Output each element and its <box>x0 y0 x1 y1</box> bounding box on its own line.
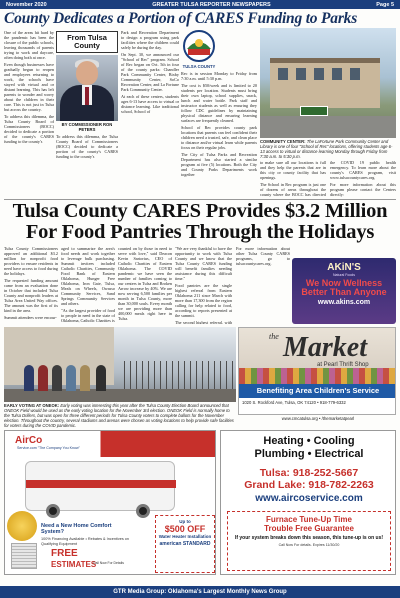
paragraph: Summit attendees were encour- <box>4 315 57 320</box>
paragraph: Rec is in session Monday to Friday from 7:30 a.m. until 5:30 p.m. <box>181 71 257 81</box>
article-food-col2 <box>61 246 115 324</box>
airco-financing: 100% Financing Available • Rebates & Incentives on Qualifying Equipment <box>41 537 130 546</box>
article-food-col3 <box>118 246 172 324</box>
paragraph: The requested funding amount came from an evaluation done in October that included Tulsa County and nonprofit leaders at Tulsa Area United Way offices. The amount was the first of its kind in the area. <box>4 278 58 313</box>
airco-estimates: ESTIMATES <box>51 560 97 569</box>
airco-website-link[interactable]: www.aircoservice.com <box>255 493 363 504</box>
paragraph: At each of these centers, students ages 6-13 have access to virtual or distance learning. Like traditional school, School of <box>121 94 179 114</box>
page-header <box>0 0 400 9</box>
early-voting-photo <box>4 327 236 402</box>
article-parks-col2 <box>121 30 179 195</box>
akins-ad[interactable] <box>292 258 396 324</box>
paragraph: The second highest referral, with <box>175 320 232 324</box>
akins-logo: AKiN'S <box>327 262 361 273</box>
heating-cooling-ad[interactable] <box>220 430 396 575</box>
akins-slogan-1: We Now Wellness <box>305 278 383 288</box>
paragraph: Food pantries are the single highest referral from Eastern Oklahoma 211 since March with more than 17,300 from the region calling for help related to food, according to reports presented at the summit. <box>175 283 232 318</box>
paragraph: aged to summarize the area's food needs and work together to leverage bulk purchasing. Summit invitees included Catholic Charities, Community Food Bank of Eastern Oklahoma, Hunger Free Oklahoma, Iron Gate, Tulsa, Meals on Wheels, Owasso Community Services, Sand Springs Community Services and others. <box>61 246 115 306</box>
article-parks-col3 <box>181 71 257 196</box>
coupon-description: Water Heater Installation <box>158 534 212 539</box>
tune-up-guarantee: Trouble Free Guarantee <box>264 524 354 533</box>
early-voting-caption <box>4 403 236 428</box>
paragraph: To address this dilemma, the Tulsa County Board of Commissioners (BOCC) decided to dedicate a portion of the county's CARES funding to the county's <box>4 114 54 144</box>
services-line2: Plumbing • Electrical <box>254 448 364 460</box>
paragraph: One of the areas hit hard by the pandemic has been the closure of the public schools, leaving thousands of parents trying to work and daycare, often doing both at once. <box>4 30 54 60</box>
market-street: 1020 S. Rockford Ave, Tulsa, OK 74120 • 918-779-6332 <box>242 400 346 405</box>
article-food-col1 <box>4 246 58 324</box>
market-banner: Benefiting Area Children's Service <box>239 384 396 398</box>
airco-headline: Need a New Home Comfort System? <box>41 523 112 535</box>
paragraph: For more information about other Tulsa County CARES programs, go to tulsacountycares.org. <box>236 246 290 266</box>
caption-text: The LaFortune Park Community Center and Library is one of four "School of Rec" locations, offering students age 6-13 access to virtual or distance learning Monday through Friday from 7:30 a.m. to 5:30 p.m. <box>260 139 393 159</box>
airco-tagline: Service.com "The Company You Know" <box>17 446 80 450</box>
from-tulsa-county-box: From Tulsa County <box>56 31 118 53</box>
airco-ad[interactable] <box>4 430 216 575</box>
market-location: at Pearl Thrift Shop <box>317 362 369 368</box>
caption-text: Early voting was interesting this year after the Tulsa County Election Board announced that ONEOK Field would be used as the early voting location for the November 3rd election. ONEOK Field is normally home to the Tulsa Drillers, but was open for three different periods for Tulsa County voters to complete ballots for the November election. Throughout the country, several stadiums and arenas were chosen as voting locations to help provide safe facilities for voters during the COVID pandemic. <box>4 403 234 428</box>
paragraph: "We are very thankful to have the opportunity to work with Tulsa County and we know that the Tulsa County CARES funding will benefit families needing assistance during this difficult time." <box>175 246 232 281</box>
tune-up-coupon[interactable] <box>227 511 391 571</box>
coupon-upto: Up to <box>179 519 191 524</box>
article-parks-col4a <box>260 160 326 198</box>
paragraph: School of Rec provides county park locations that parents can feel confident their children need a trusted, safe, and clean place to distance and/or virtual learn while parents focus on their regular jobs. <box>181 125 257 150</box>
paragraph: the COVID 19 public health emergency. To learn more about the county's CARES program, visit www.tulsacountycares.org. <box>330 160 396 180</box>
article-food-col5 <box>236 246 290 324</box>
paragraph: To address this dilemma, the Tulsa County Board of Commissioners (BOCC) decided to dedicate a portion of the county's CARES funding to the county's <box>56 134 118 159</box>
paragraph: The School in Rec program is just one of dozens of areas throughout the county where the BOCC has directed <box>260 182 326 197</box>
paragraph: to make sure all our locations is full and they help the parents that are in this city or county facility that has openings. <box>260 160 326 180</box>
akins-subtitle: Natural Foods <box>333 273 355 277</box>
paragraph: Tulsa County Commissioners approved an additional $3.2 million for nonprofit food providers to ensure residents in need have access to food during the holidays. <box>4 246 58 276</box>
market-at-pearl-ad[interactable] <box>238 327 396 415</box>
article-parks-col1 <box>4 30 54 195</box>
paragraph: On Sept. 30, we announced our "School of Rec" program. School of Rec began on Oct. 5th in four of the county parks: Chandler Park Community Center, Bixby Community Center, SoCo Recreation Center, and La Fortune Park Community Center. <box>121 52 179 92</box>
phone-tulsa[interactable]: Tulsa: 918-252-5667 <box>259 467 359 479</box>
headline-parks: County Dedicates a Portion of CARES Funding to Parks <box>4 10 358 27</box>
award-ribbon-icon <box>7 511 37 541</box>
paragraph: For more information about this program please contact the Centers directly: <box>330 182 396 197</box>
commissioner-caption: BY COMMISSIONER RON PETERS <box>61 122 113 132</box>
american-standard-logo: american STANDARD <box>159 541 211 547</box>
community-center-caption <box>260 139 396 159</box>
logo-label: TULSA COUNTY <box>182 64 216 69</box>
paragraph: "As the largest provider of food to people in need in the state of Oklahoma, Catholic Charities is <box>61 308 115 323</box>
service-van-image <box>25 461 175 511</box>
tulsa-county-logo <box>182 29 216 65</box>
paragraph: Park and Recreation Department to design a program using park facilities where the children could safely be during the day. <box>121 30 179 50</box>
tune-up-promise: If your system breaks down this season, this tune-up is on us! <box>234 535 384 541</box>
article-parks-col4b <box>330 160 396 198</box>
issue-date: November 2020 <box>6 1 47 8</box>
market-the: the <box>269 332 279 341</box>
produce-image <box>239 368 396 384</box>
tune-up-title: Furnace Tune-Up Time <box>266 515 352 524</box>
market-links[interactable]: www.cmcatulsa.org • /themarketatpearl <box>281 416 355 421</box>
phone-grand-lake[interactable]: Grand Lake: 918-782-2263 <box>244 479 374 491</box>
services-line1: Heating • Cooling <box>263 435 355 447</box>
airco-logo: AirCo <box>15 435 43 446</box>
caption-label: COMMUNITY CENTER: <box>260 139 306 144</box>
coupon-amount: $500 OFF <box>164 524 206 534</box>
market-name: Market <box>283 332 367 363</box>
caption-label: EARLY VOTING AT ONEOK: <box>4 403 60 408</box>
akins-slogan-2: Better Than Anyone <box>301 287 387 297</box>
market-address <box>239 398 396 415</box>
paragraph: The cost is $50/week and is limited to 20 students per location. Students must bring their own laptop, school supplies, snack, lunch and water bottle. Park staff and instructor students as well as ensuring they follow CDC guidelines by maintaining physical distance and ensuring learning surfaces are frequently cleaned. <box>181 83 257 123</box>
airco-free: FREE <box>51 548 78 559</box>
community-center-photo <box>260 28 396 138</box>
headline-food-pantries: Tulsa County CARES Provides $3.2 Million For Food Pantries Through the Holidays <box>12 200 388 243</box>
water-heater-coupon[interactable] <box>155 515 215 573</box>
akins-url[interactable]: www.akins.com <box>317 299 371 306</box>
paragraph: Even though businesses have gradually begun to reopen and employees returning to work, the schools have stayed with virtual and or distant learning. This has left parents to wonder and worry about the children in their care. This is not just in Tulsa but across the country. <box>4 62 54 112</box>
ac-unit-icon <box>11 543 37 569</box>
article-food-col4 <box>175 246 232 324</box>
article-parks-col1b <box>56 134 118 194</box>
paragraph: The City of Tulsa Parks and Recreation Department has also started a similar program at five (5) locations. Both the City and County Parks Departments work together <box>181 152 257 177</box>
page-footer: GTR Media Group: Oklahoma's Largest Monthly News Group <box>0 586 400 598</box>
airco-call: Call Now For Details <box>93 561 124 565</box>
paragraph: counted on by those in need to serve with love," said Deacon Kevin Sartorius, CEO of Catholic Charities of Eastern Oklahoma. The COVID pandemic we have seen the number of families coming to our centers in Tulsa and Broken Arrow increase by 40%. We are now serving 6,500 families per month in Tulsa County, more than 30,000 souls. Every month we are providing more than 400,000 meals right here in Tulsa. <box>118 246 172 321</box>
page-number: Page 5 <box>376 1 394 8</box>
tune-up-expiry: Call Now For details. Expires 11/30/20 <box>278 543 340 547</box>
publication-name: GREATER TULSA REPORTER NEWSPAPERS <box>152 1 271 8</box>
commissioner-photo <box>56 55 118 121</box>
